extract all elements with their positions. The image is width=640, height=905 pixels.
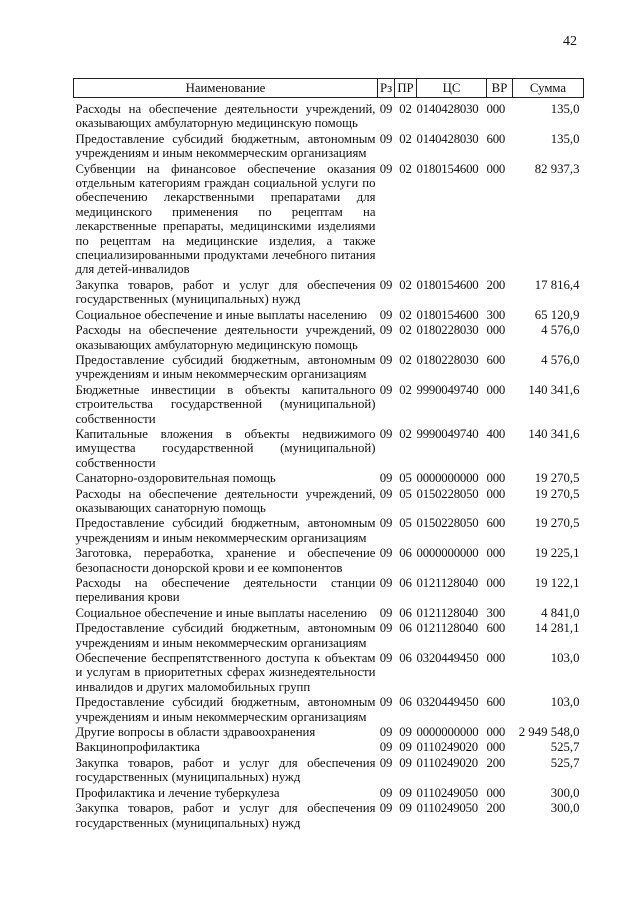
row-rz: 09 bbox=[379, 725, 393, 740]
row-cs: 0320449450 bbox=[416, 651, 479, 666]
row-name: Предоставление субсидий бюджетным, автономным учреждениям и иным некоммерческим организациям bbox=[75, 352, 376, 382]
row-cs: 0320449450 bbox=[416, 695, 479, 710]
row-rz: 09 bbox=[379, 801, 393, 816]
table-row bbox=[74, 576, 584, 606]
table-body bbox=[74, 102, 584, 831]
row-sum: 4 841,0 bbox=[541, 605, 580, 620]
row-sum: 103,0 bbox=[550, 651, 580, 666]
table-row bbox=[74, 162, 584, 278]
row-sum: 135,0 bbox=[550, 102, 580, 116]
row-sum: 525,7 bbox=[550, 740, 580, 755]
row-name: Расходы на обеспечение деятельности учреждений, оказывающих амбулаторную медицинскую помощь bbox=[75, 102, 376, 131]
row-rz: 09 bbox=[379, 352, 393, 367]
row-name: Социальное обеспечение и иные выплаты населению bbox=[75, 307, 367, 322]
row-pr: 02 bbox=[399, 323, 412, 338]
header-vr: ВР bbox=[487, 79, 513, 98]
row-rz: 09 bbox=[379, 277, 393, 292]
row-rz: 09 bbox=[379, 486, 393, 501]
row-pr: 02 bbox=[399, 102, 412, 116]
row-vr: 600 bbox=[486, 352, 506, 367]
row-pr: 02 bbox=[399, 131, 412, 146]
row-sum: 300,0 bbox=[550, 785, 580, 800]
row-cs: 0000000000 bbox=[416, 471, 479, 486]
table-row bbox=[74, 786, 584, 801]
row-name: Вакцинопрофилактика bbox=[75, 740, 200, 755]
row-name: Обеспечение беспрепятственного доступа к объектам и услугам в приоритетных сферах жизнедеятельности инвалидов и других маломобильных групп bbox=[75, 651, 376, 694]
row-pr: 09 bbox=[399, 725, 412, 740]
row-name: Предоставление субсидий бюджетным, автономным учреждениям и иным некоммерческим организациям bbox=[75, 621, 376, 650]
row-name: Предоставление субсидий бюджетным, автономным учреждениям и иным некоммерческим организациям bbox=[75, 516, 376, 545]
header-name: Наименование bbox=[74, 79, 378, 98]
row-pr: 09 bbox=[399, 755, 412, 770]
row-sum: 103,0 bbox=[550, 695, 580, 710]
row-pr: 02 bbox=[399, 307, 412, 322]
row-vr: 600 bbox=[486, 131, 506, 146]
row-vr: 600 bbox=[486, 516, 506, 531]
row-name: Расходы на обеспечение деятельности учреждений, оказывающих санаторную помощь bbox=[75, 486, 376, 515]
table-row bbox=[74, 132, 584, 162]
row-sum: 135,0 bbox=[550, 131, 580, 146]
row-vr: 000 bbox=[486, 102, 506, 116]
row-rz: 09 bbox=[379, 102, 393, 116]
row-cs: 0180154600 bbox=[416, 161, 479, 176]
table-row bbox=[74, 471, 584, 486]
row-sum: 2 949 548,0 bbox=[518, 725, 580, 740]
row-vr: 200 bbox=[486, 755, 506, 770]
row-vr: 000 bbox=[486, 785, 506, 800]
row-pr: 06 bbox=[399, 546, 412, 561]
table-row bbox=[74, 383, 584, 427]
row-sum: 17 816,4 bbox=[534, 277, 580, 292]
row-cs: 0140428030 bbox=[416, 102, 479, 116]
row-pr: 02 bbox=[399, 352, 412, 367]
row-sum: 525,7 bbox=[550, 755, 580, 770]
row-vr: 400 bbox=[486, 426, 506, 441]
row-name: Расходы на обеспечение деятельности станции переливания крови bbox=[75, 576, 376, 605]
row-rz: 09 bbox=[379, 755, 393, 770]
row-cs: 0000000000 bbox=[416, 725, 479, 740]
row-rz: 09 bbox=[379, 382, 393, 397]
row-name: Закупка товаров, работ и услуг для обеспечения государственных (муниципальных) нужд bbox=[75, 801, 376, 830]
row-vr: 000 bbox=[486, 161, 506, 176]
row-sum: 19 225,1 bbox=[534, 546, 580, 561]
header-pr: ПР bbox=[395, 79, 417, 98]
row-vr: 300 bbox=[486, 307, 506, 322]
row-vr: 000 bbox=[486, 471, 506, 486]
header-sum: Сумма bbox=[513, 79, 584, 98]
row-pr: 05 bbox=[399, 471, 412, 486]
table-row bbox=[74, 801, 584, 831]
row-vr: 200 bbox=[486, 277, 506, 292]
table-row bbox=[74, 740, 584, 755]
row-vr: 000 bbox=[486, 576, 506, 590]
table-row bbox=[74, 278, 584, 308]
row-rz: 09 bbox=[379, 516, 393, 531]
row-rz: 09 bbox=[379, 307, 393, 322]
row-vr: 000 bbox=[486, 651, 506, 666]
row-cs: 0140428030 bbox=[416, 131, 479, 146]
table-row bbox=[74, 102, 584, 132]
row-cs: 0180228030 bbox=[416, 352, 479, 367]
row-pr: 09 bbox=[399, 785, 412, 800]
row-pr: 09 bbox=[399, 801, 412, 816]
row-rz: 09 bbox=[379, 426, 393, 441]
row-cs: 0150228050 bbox=[416, 486, 479, 501]
row-cs: 9990049740 bbox=[416, 426, 479, 441]
row-sum: 4 576,0 bbox=[541, 323, 580, 338]
row-cs: 0121128040 bbox=[416, 621, 479, 636]
row-rz: 09 bbox=[379, 785, 393, 800]
row-name: Расходы на обеспечение деятельности учреждений, оказывающих амбулаторную медицинскую помощь bbox=[75, 323, 376, 352]
row-name: Заготовка, переработка, хранение и обеспечение безопасности донорской крови и ее компонентов bbox=[75, 546, 376, 575]
row-cs: 0121128040 bbox=[416, 605, 479, 620]
row-sum: 19 270,5 bbox=[534, 516, 580, 531]
row-name: Другие вопросы в области здравоохранения bbox=[75, 725, 316, 740]
row-rz: 09 bbox=[379, 651, 393, 666]
row-vr: 000 bbox=[486, 382, 506, 397]
row-rz: 09 bbox=[379, 576, 393, 590]
row-sum: 19 270,5 bbox=[534, 471, 580, 486]
row-rz: 09 bbox=[379, 161, 393, 176]
row-vr: 300 bbox=[486, 605, 506, 620]
row-pr: 02 bbox=[399, 161, 412, 176]
row-rz: 09 bbox=[379, 695, 393, 710]
row-rz: 09 bbox=[379, 621, 393, 636]
row-pr: 09 bbox=[399, 740, 412, 755]
row-sum: 65 120,9 bbox=[534, 307, 580, 322]
table-row bbox=[74, 308, 584, 323]
row-cs: 0000000000 bbox=[416, 546, 479, 561]
row-vr: 200 bbox=[486, 801, 506, 816]
row-rz: 09 bbox=[379, 546, 393, 561]
row-sum: 140 341,6 bbox=[528, 426, 580, 441]
row-pr: 02 bbox=[399, 277, 412, 292]
row-sum: 140 341,6 bbox=[528, 382, 580, 397]
row-sum: 4 576,0 bbox=[541, 352, 580, 367]
table-header-row bbox=[74, 79, 584, 98]
row-pr: 06 bbox=[399, 695, 412, 710]
row-pr: 05 bbox=[399, 486, 412, 501]
page-number: 42 bbox=[563, 34, 577, 49]
row-pr: 06 bbox=[399, 621, 412, 636]
row-cs: 9990049740 bbox=[416, 382, 479, 397]
row-name: Закупка товаров, работ и услуг для обеспечения государственных (муниципальных) нужд bbox=[75, 277, 376, 307]
row-pr: 02 bbox=[399, 426, 412, 441]
table-row bbox=[74, 353, 584, 383]
row-cs: 0110249020 bbox=[416, 740, 479, 755]
row-name: Профилактика и лечение туберкулеза bbox=[75, 785, 280, 800]
row-vr: 000 bbox=[486, 740, 506, 755]
table-row bbox=[74, 621, 584, 651]
row-cs: 0110249050 bbox=[416, 801, 479, 816]
row-cs: 0180228030 bbox=[416, 323, 479, 338]
row-cs: 0110249020 bbox=[416, 755, 479, 770]
row-name: Санаторно-оздоровительная помощь bbox=[75, 471, 276, 486]
row-name: Предоставление субсидий бюджетным, автономным учреждениям и иным некоммерческим организациям bbox=[75, 695, 376, 724]
row-name: Субвенции на финансовое обеспечение оказания отдельным категориям граждан социальной услуги по обеспечению лекарственными препаратами для медицинского применения по рецептам на лекарственные препараты, медицинскими изделиями по рецептам на медицинские изделия, а также специализированными продуктами лечебного питания для детей-инвалидов bbox=[75, 161, 376, 277]
row-vr: 000 bbox=[486, 486, 506, 501]
row-name: Предоставление субсидий бюджетным, автономным учреждениям и иным некоммерческим организациям bbox=[75, 131, 376, 161]
row-rz: 09 bbox=[379, 605, 393, 620]
row-cs: 0180154600 bbox=[416, 307, 479, 322]
row-sum: 19 122,1 bbox=[534, 576, 580, 590]
header-cs: ЦС bbox=[417, 79, 487, 98]
row-pr: 02 bbox=[399, 382, 412, 397]
table-row bbox=[74, 516, 584, 546]
row-rz: 09 bbox=[379, 740, 393, 755]
row-vr: 000 bbox=[486, 725, 506, 740]
row-pr: 06 bbox=[399, 651, 412, 666]
row-cs: 0110249050 bbox=[416, 785, 479, 800]
row-name: Закупка товаров, работ и услуг для обеспечения государственных (муниципальных) нужд bbox=[75, 755, 376, 785]
table-row bbox=[74, 606, 584, 621]
row-name: Капитальные вложения в объекты недвижимого имущества государственной (муниципальной) собственности bbox=[75, 426, 376, 470]
row-pr: 06 bbox=[399, 605, 412, 620]
row-rz: 09 bbox=[379, 323, 393, 338]
row-rz: 09 bbox=[379, 471, 393, 486]
table-row bbox=[74, 546, 584, 576]
row-vr: 600 bbox=[486, 695, 506, 710]
table-row bbox=[74, 725, 584, 740]
table-row bbox=[74, 487, 584, 517]
table-row bbox=[74, 323, 584, 353]
row-vr: 000 bbox=[486, 323, 506, 338]
row-sum: 300,0 bbox=[550, 801, 580, 816]
budget-table bbox=[73, 78, 584, 831]
table-row bbox=[74, 651, 584, 695]
header-rz: Рз bbox=[378, 79, 395, 98]
row-sum: 82 937,3 bbox=[534, 161, 580, 176]
row-name: Социальное обеспечение и иные выплаты населению bbox=[75, 605, 367, 620]
table-row bbox=[74, 756, 584, 786]
table-row bbox=[74, 695, 584, 725]
row-vr: 600 bbox=[486, 621, 506, 636]
row-cs: 0150228050 bbox=[416, 516, 479, 531]
row-pr: 05 bbox=[399, 516, 412, 531]
row-sum: 14 281,1 bbox=[534, 621, 580, 636]
row-name: Бюджетные инвестиции в объекты капитального строительства государственной (муниципальной) собственности bbox=[75, 382, 376, 426]
row-vr: 000 bbox=[486, 546, 506, 561]
row-cs: 0180154600 bbox=[416, 277, 479, 292]
row-cs: 0121128040 bbox=[416, 576, 479, 590]
table-row bbox=[74, 427, 584, 471]
row-rz: 09 bbox=[379, 131, 393, 146]
row-pr: 06 bbox=[399, 576, 412, 590]
row-sum: 19 270,5 bbox=[534, 486, 580, 501]
